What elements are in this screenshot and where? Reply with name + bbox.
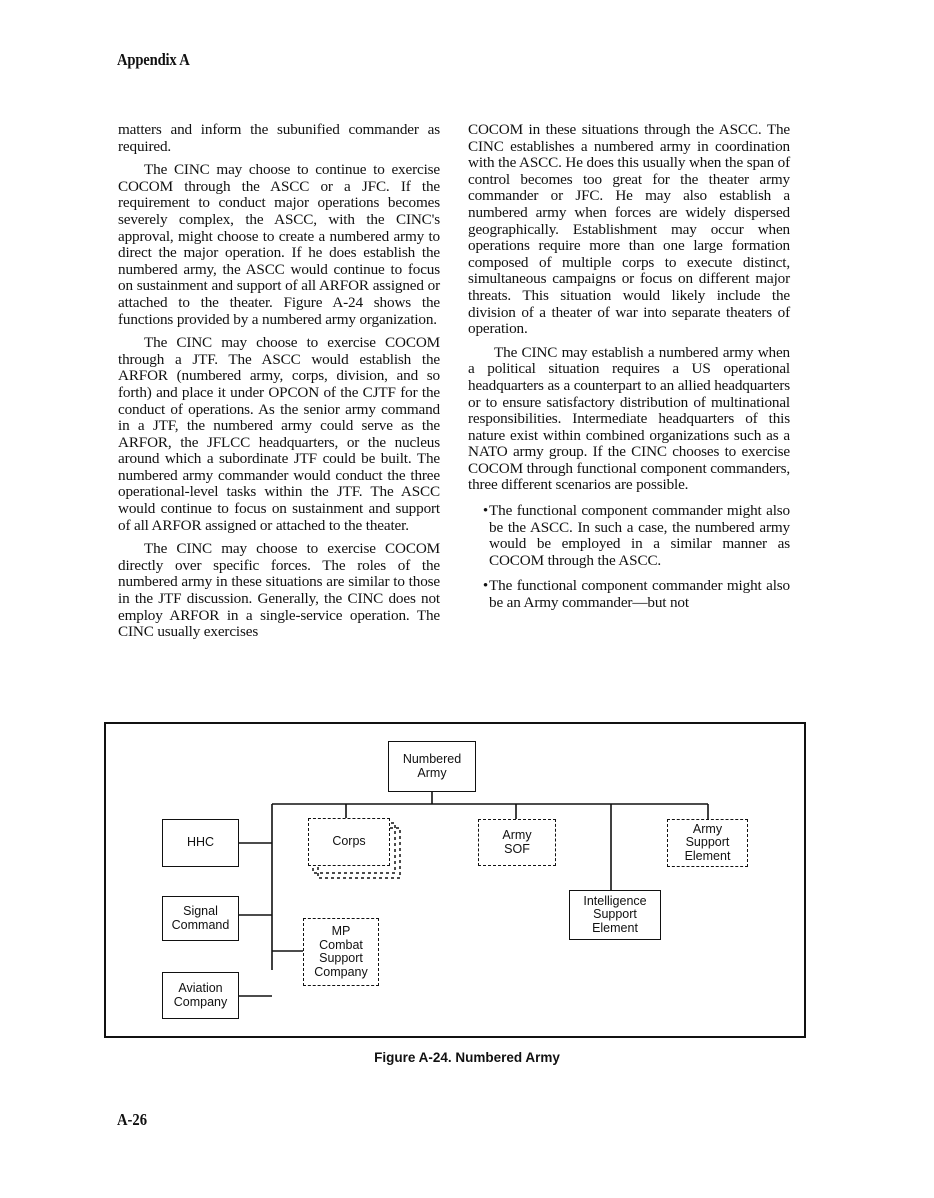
- army-sof-node: Army SOF: [478, 819, 556, 866]
- army-support-element-node: Army Support Element: [667, 819, 748, 867]
- page-number: A-26: [117, 1110, 148, 1129]
- page-header: Appendix A: [117, 50, 190, 69]
- hhc-node: HHC: [162, 819, 239, 867]
- bullet-item-1: [468, 503, 790, 569]
- left-paragraph-2: The CINC may choose to continue to exercise COCOM through the ASCC or a JFC. If the requirement to conduct major operations becomes severely complex, the ASCC, with the CINC's approval, might choose to create a numbered army to direct the major operation. If he does establish the numbered army, the ASCC would continue to focus on sustainment and support of all ARFOR assigned or attached to the theater. Figure A-24 shows the functions provided by a numbered army organization.: [118, 161, 440, 328]
- mp-combat-support-company-node: MP Combat Support Company: [303, 918, 379, 986]
- right-paragraph-2: The CINC may establish a numbered army when a political situation requires a US operational headquarters as a counterpart to an allied headquarters or to ensure satisfactory distribution of multinational responsibilities. Intermediate headquarters of this nature exist within combined organizations such as a NATO army group. If the CINC chooses to exercise COCOM through functional component commanders, three different scenarios are possible.: [468, 343, 790, 494]
- bullet-icon: •: [482, 502, 488, 520]
- bullet-icon: •: [482, 577, 488, 595]
- left-paragraph-1: matters and inform the subunified commander as required.: [118, 121, 440, 155]
- left-column: [118, 122, 440, 641]
- left-paragraph-3: The CINC may choose to exercise COCOM through a JTF. The ASCC would establish the ARFOR (numbered army, corps, division, and so forth) and place it under OPCON of the CJTF for the conduct of operations. As the senior army command in a JTF, the numbered army could serve as the ARFOR, the JFLCC headquarters, or the nucleus around which a subordinate JTF could be built. The numbered army commander would conduct the three operational-level tasks within the JTF. The ASCC would continue to focus on sustainment and support of all ARFOR assigned or attached to the theater.: [118, 334, 440, 534]
- aviation-company-node: Aviation Company: [162, 972, 239, 1019]
- numbered-army-node: Numbered Army: [388, 741, 476, 792]
- org-chart-figure: [104, 722, 806, 1038]
- intelligence-support-element-node: Intelligence Support Element: [569, 890, 661, 940]
- corps-node: Corps: [308, 818, 390, 866]
- left-paragraph-4: The CINC may choose to exercise COCOM directly over specific forces. The roles of the numbered army in these situations are similar to those in the JTF discussion. Generally, the CINC does not employ ARFOR in a single-service operation. The CINC usually exercises: [118, 540, 440, 641]
- bullet-item-2: [468, 578, 790, 611]
- right-paragraph-1: COCOM in these situations through the ASCC. The CINC establishes a numbered army in coordination with the ASCC. He does this usually when the span of control becomes too great for the theater army commander or JFC. He may also establish a numbered army when forces are widely dispersed geographically. Establishment may occur when operations require more than one large formation composed of multiple corps to execute distinct, simultaneous campaigns or focus on different major threats. This situation would likely include the division of a theater of war into separate theaters of operation.: [468, 121, 790, 338]
- bullet-text-1: The functional component commander might also be the ASCC. In such a case, the numbered army would be employed in a similar manner as COCOM through the ASCC.: [489, 502, 790, 569]
- signal-command-node: Signal Command: [162, 896, 239, 941]
- bullet-text-2: The functional component commander might also be an Army commander—but not: [489, 577, 790, 612]
- figure-caption: Figure A-24. Numbered Army: [374, 1050, 560, 1065]
- right-column: [468, 122, 790, 612]
